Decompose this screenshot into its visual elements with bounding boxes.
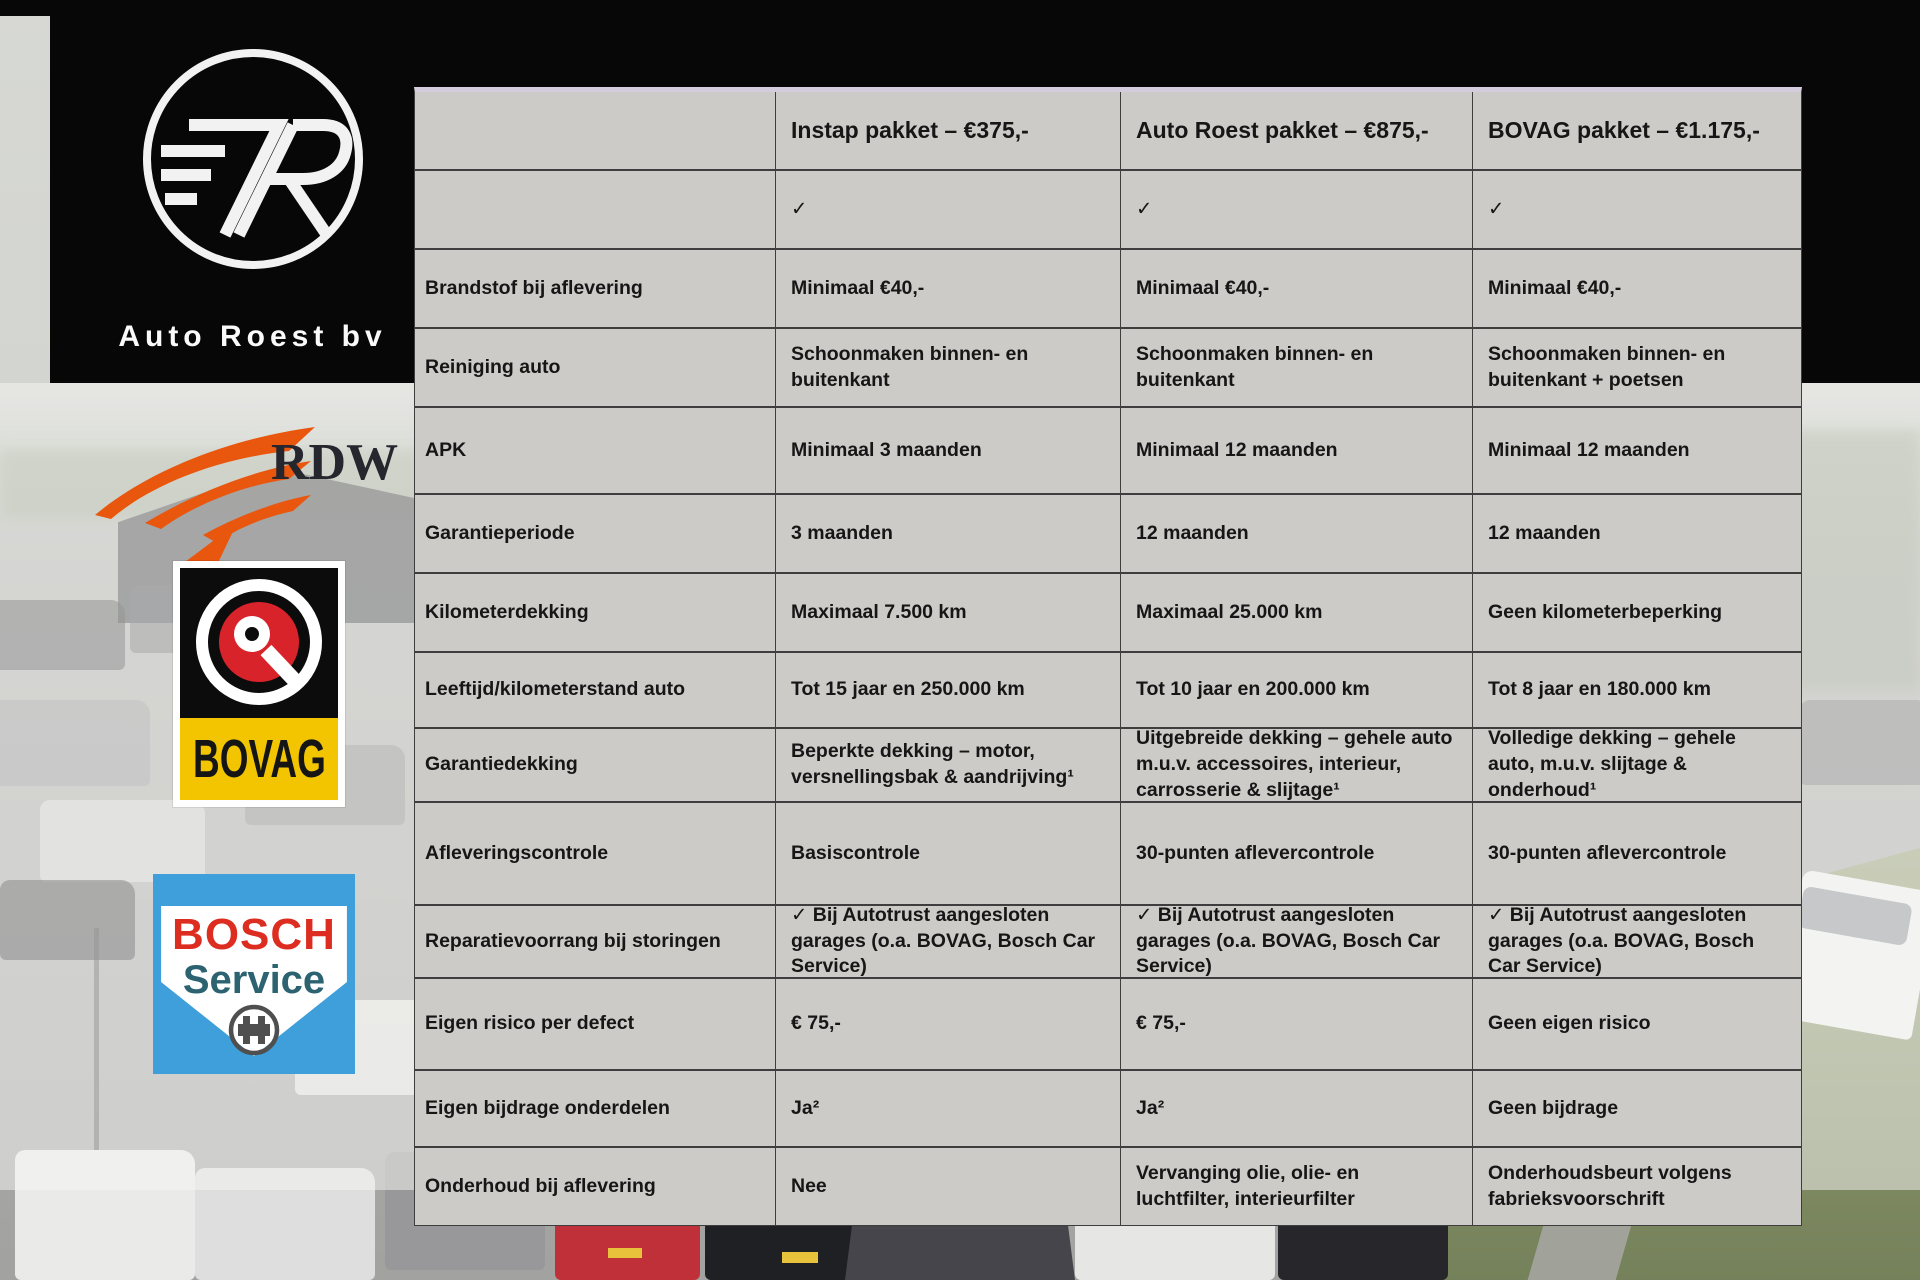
table-cell: Schoonmaken binnen- en buitenkant [1121, 329, 1473, 406]
table-cell: € 75,- [1121, 979, 1473, 1069]
bosch-service-wordmark: Service [182, 958, 326, 1002]
table-cell: 30-punten aflevercontrole [1473, 803, 1801, 904]
table-cell: ✓ Bij Autotrust aangesloten garages (o.a. BOVAG, Bosch Car Service) [776, 906, 1121, 977]
row-label: Eigen risico per defect [415, 979, 776, 1069]
table-cell: Tot 10 jaar en 200.000 km [1121, 653, 1473, 727]
table-cell: Tot 8 jaar en 180.000 km [1473, 653, 1801, 727]
table-cell: Beperkte dekking – motor, versnellingsbak & aandrijving¹ [776, 729, 1121, 801]
table-cell: Minimaal 3 maanden [776, 408, 1121, 493]
table-cell: € 75,- [776, 979, 1121, 1069]
bovag-emblem [180, 568, 338, 718]
table-row [415, 727, 1801, 801]
table-cell: Schoonmaken binnen- en buitenkant [776, 329, 1121, 406]
row-label: APK [415, 408, 776, 493]
column-header: BOVAG pakket – €1.175,- [1473, 92, 1801, 169]
table-row [415, 801, 1801, 904]
table-cell: Uitgebreide dekking – gehele auto m.u.v. accessoires, interieur, carrosserie & slijtage¹ [1121, 729, 1473, 801]
bosch-service-logo [153, 874, 355, 1074]
table-row [415, 327, 1801, 406]
table-header-row [415, 92, 1801, 169]
row-label: Afleveringscontrole [415, 803, 776, 904]
table-cell: Minimaal €40,- [776, 250, 1121, 327]
package-table-body [415, 169, 1801, 1225]
table-cell: 30-punten aflevercontrole [1121, 803, 1473, 904]
table-cell: Minimaal 12 maanden [1473, 408, 1801, 493]
package-comparison-table [414, 87, 1802, 1226]
company-name: Auto Roest bv [118, 320, 387, 353]
table-cell: 12 maanden [1121, 495, 1473, 572]
table-row [415, 493, 1801, 572]
table-row [415, 406, 1801, 493]
table-cell: Maximaal 7.500 km [776, 574, 1121, 651]
table-row [415, 651, 1801, 727]
table-cell: Basiscontrole [776, 803, 1121, 904]
table-cell: ✓ [776, 171, 1121, 248]
table-cell: ✓ Bij Autotrust aangesloten garages (o.a. BOVAG, Bosch Car Service) [1473, 906, 1801, 977]
row-label: Garantiedekking [415, 729, 776, 801]
bosch-wordmark: BOSCH [172, 910, 336, 959]
table-row [415, 904, 1801, 977]
table-cell: Ja² [1121, 1071, 1473, 1146]
table-cell: 12 maanden [1473, 495, 1801, 572]
table-cell: ✓ [1121, 171, 1473, 248]
table-cell: Minimaal €40,- [1121, 250, 1473, 327]
row-label: Reparatievoorrang bij storingen [415, 906, 776, 977]
table-cell: Ja² [776, 1071, 1121, 1146]
table-cell: Maximaal 25.000 km [1121, 574, 1473, 651]
row-label: Brandstof bij aflevering [415, 250, 776, 327]
bosch-armature-icon [224, 1000, 284, 1060]
table-cell: ✓ [1473, 171, 1801, 248]
table-row [415, 248, 1801, 327]
bovag-wordmark: BOVAG [192, 728, 326, 789]
row-label: Onderhoud bij aflevering [415, 1148, 776, 1225]
bovag-wordmark-bar [180, 718, 338, 800]
row-label [415, 171, 776, 248]
table-cell: Onderhoudsbeurt volgens fabrieksvoorschrift [1473, 1148, 1801, 1225]
table-cell: Geen bijdrage [1473, 1071, 1801, 1146]
rdw-wordmark: RDW [271, 434, 399, 491]
row-label: Kilometerdekking [415, 574, 776, 651]
table-cell: Vervanging olie, olie- en luchtfilter, interieurfilter [1121, 1148, 1473, 1225]
row-label: Eigen bijdrage onderdelen [415, 1071, 776, 1146]
table-cell: Nee [776, 1148, 1121, 1225]
column-header: Instap pakket – €375,- [776, 92, 1121, 169]
table-row [415, 572, 1801, 651]
table-cell: ✓ Bij Autotrust aangesloten garages (o.a. BOVAG, Bosch Car Service) [1121, 906, 1473, 977]
table-row [415, 1146, 1801, 1225]
table-row [415, 977, 1801, 1069]
bovag-logo [173, 561, 345, 807]
table-row [415, 1069, 1801, 1146]
table-row [415, 169, 1801, 248]
rdw-logo [85, 415, 405, 565]
table-cell: Minimaal 12 maanden [1121, 408, 1473, 493]
row-label: Leeftijd/kilometerstand auto [415, 653, 776, 727]
table-cell: Tot 15 jaar en 250.000 km [776, 653, 1121, 727]
license-plate [782, 1252, 818, 1263]
auto-roest-logo-icon [133, 30, 373, 288]
table-cell: Minimaal €40,- [1473, 250, 1801, 327]
table-cell: Geen eigen risico [1473, 979, 1801, 1069]
table-cell: Geen kilometerbeperking [1473, 574, 1801, 651]
table-cell: Volledige dekking – gehele auto, m.u.v. slijtage & onderhoud¹ [1473, 729, 1801, 801]
column-header [415, 92, 776, 169]
license-plate [608, 1248, 642, 1258]
row-label: Reiniging auto [415, 329, 776, 406]
table-cell: Schoonmaken binnen- en buitenkant + poetsen [1473, 329, 1801, 406]
column-header: Auto Roest pakket – €875,- [1121, 92, 1473, 169]
row-label: Garantieperiode [415, 495, 776, 572]
table-cell: 3 maanden [776, 495, 1121, 572]
